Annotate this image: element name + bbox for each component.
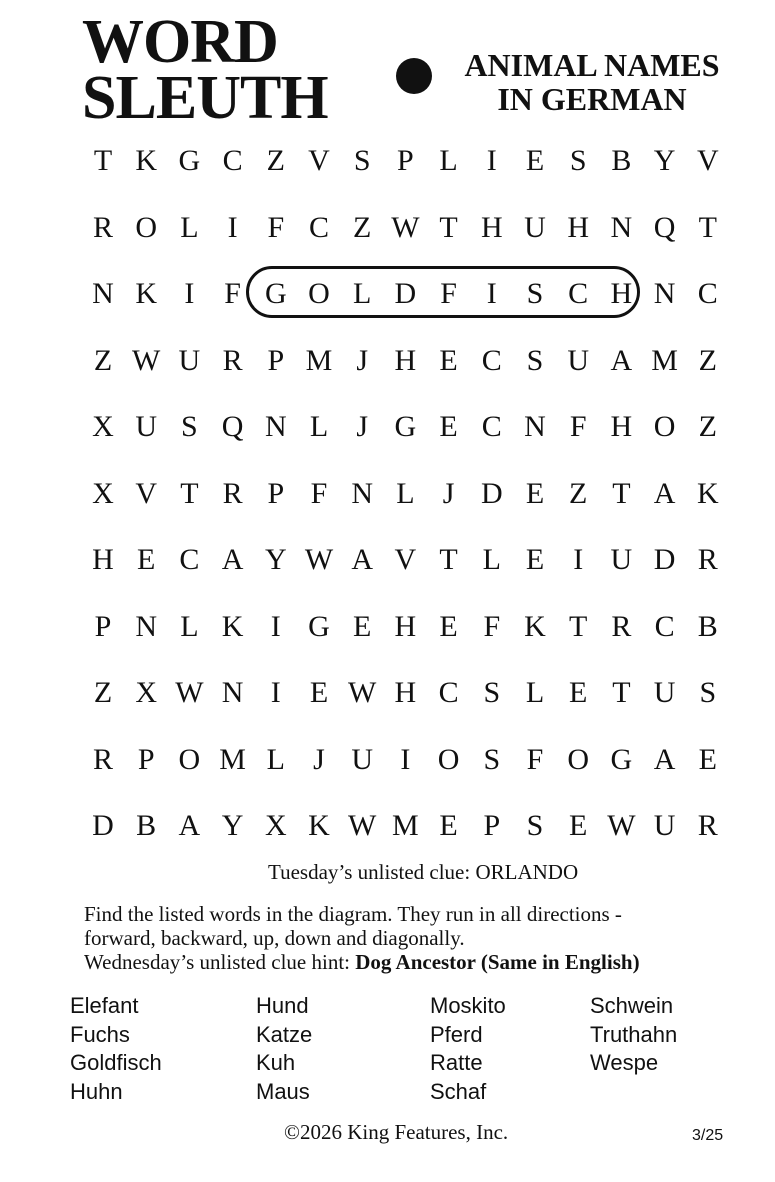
grid-letter[interactable]: I	[270, 676, 281, 709]
grid-letter[interactable]: G	[610, 742, 633, 776]
grid-letter[interactable]: W	[175, 676, 204, 709]
grid-letter[interactable]: N	[221, 676, 244, 709]
grid-letter[interactable]: Z	[93, 343, 113, 377]
word-list-item: Katze	[256, 1021, 313, 1047]
grid-letter[interactable]: D	[480, 476, 503, 510]
word-list-item: Schaf	[430, 1078, 487, 1104]
grid-letter[interactable]: T	[93, 144, 113, 177]
grid-letter[interactable]: R	[92, 742, 113, 776]
grid-letter[interactable]: R	[697, 809, 718, 842]
grid-letter[interactable]: N	[351, 476, 374, 510]
grid-letter[interactable]: B	[611, 144, 632, 177]
grid-letter[interactable]: V	[394, 543, 417, 576]
grid-letter[interactable]: W	[607, 809, 636, 842]
found-word-highlight	[246, 266, 640, 318]
grid-letter[interactable]: E	[137, 543, 156, 576]
grid-letter[interactable]: W	[348, 809, 377, 842]
grid-letter[interactable]: M	[651, 343, 678, 377]
grid-letter[interactable]: R	[697, 543, 718, 576]
grid-letter[interactable]: Z	[266, 144, 285, 177]
grid-letter[interactable]: E	[439, 609, 458, 643]
grid-letter[interactable]: L	[353, 277, 372, 310]
instructions	[84, 902, 744, 974]
grid-letter[interactable]: D	[394, 277, 417, 310]
grid-letter[interactable]: U	[653, 676, 676, 709]
grid-letter[interactable]: A	[610, 343, 633, 377]
grid-letter[interactable]: U	[351, 742, 374, 776]
grid-letter[interactable]: E	[439, 343, 458, 377]
grid-letter[interactable]: E	[698, 742, 717, 776]
grid-letter[interactable]: M	[392, 809, 419, 842]
title-line-2: SLEUTH	[82, 64, 328, 132]
word-list-column-4	[590, 992, 677, 1078]
grid-row	[82, 136, 722, 203]
grid-letter[interactable]: G	[308, 609, 330, 643]
grid-row	[82, 602, 722, 669]
grid-row	[82, 402, 722, 469]
grid-letter[interactable]: F	[224, 277, 241, 310]
grid-letter[interactable]: U	[653, 809, 676, 842]
grid-letter[interactable]: S	[483, 742, 501, 776]
grid-letter[interactable]: A	[351, 543, 374, 576]
grid-letter[interactable]: K	[135, 144, 158, 177]
grid-letter[interactable]: E	[525, 476, 545, 510]
grid-letter[interactable]: T	[180, 476, 199, 510]
grid-letter[interactable]: K	[524, 609, 546, 643]
grid-letter[interactable]: C	[179, 543, 200, 576]
grid-letter[interactable]: K	[135, 277, 158, 310]
grid-letter[interactable]: B	[136, 809, 157, 842]
instructions-line-1: Find the listed words in the diagram. They run in all directions -	[84, 902, 622, 926]
grid-letter[interactable]: U	[610, 543, 633, 576]
grid-letter[interactable]: H	[480, 210, 503, 244]
grid-letter[interactable]: E	[525, 543, 545, 576]
word-list-item: Wespe	[590, 1050, 659, 1075]
grid-letter[interactable]: E	[569, 809, 588, 842]
grid-letter[interactable]: B	[697, 609, 718, 643]
grid-letter[interactable]: X	[92, 476, 114, 510]
grid-letter[interactable]: J	[442, 476, 455, 510]
hint-line	[84, 950, 744, 974]
grid-letter[interactable]: I	[400, 742, 411, 776]
grid-letter[interactable]: X	[264, 809, 287, 842]
grid-letter[interactable]: W	[132, 343, 161, 377]
grid-letter[interactable]: I	[227, 210, 238, 244]
grid-letter[interactable]: L	[396, 476, 415, 510]
word-list-item: Moskito	[430, 993, 506, 1018]
grid-letter[interactable]: H	[567, 210, 590, 244]
word-list-item: Huhn	[70, 1078, 123, 1104]
grid-letter[interactable]: I	[270, 609, 281, 643]
grid-letter[interactable]: L	[439, 144, 458, 177]
grid-letter[interactable]: Z	[353, 210, 372, 244]
grid-letter[interactable]: N	[653, 277, 676, 310]
grid-letter[interactable]: F	[440, 277, 457, 310]
grid-letter[interactable]: N	[264, 410, 287, 443]
grid-letter[interactable]: G	[264, 277, 287, 310]
grid-letter[interactable]: R	[222, 343, 243, 377]
grid-letter[interactable]: W	[348, 676, 377, 709]
grid-row	[82, 801, 722, 868]
grid-letter[interactable]: S	[526, 809, 544, 842]
grid-letter[interactable]: S	[526, 277, 544, 310]
grid-letter[interactable]: L	[180, 210, 199, 244]
grid-letter[interactable]: N	[610, 210, 633, 244]
grid-letter[interactable]: E	[353, 609, 372, 643]
grid-letter[interactable]: F	[526, 742, 544, 776]
grid-letter[interactable]: T	[569, 609, 588, 643]
grid-row	[82, 203, 722, 270]
grid-letter[interactable]: I	[486, 144, 497, 177]
grid-letter[interactable]: F	[310, 476, 328, 510]
grid-letter[interactable]: E	[309, 676, 329, 709]
grid-letter[interactable]: O	[308, 277, 330, 310]
grid-letter[interactable]: K	[221, 609, 244, 643]
word-list-item: Schwein	[590, 993, 674, 1018]
grid-letter[interactable]: I	[184, 277, 195, 310]
grid-letter[interactable]: N	[135, 609, 158, 643]
grid-letter[interactable]: U	[135, 410, 158, 443]
grid-letter[interactable]: J	[356, 343, 369, 377]
grid-letter[interactable]: Y	[221, 809, 244, 842]
grid-letter[interactable]: T	[612, 476, 631, 510]
grid-letter[interactable]: K	[308, 809, 330, 842]
word-list-column-2	[256, 992, 312, 1106]
unlisted-clue: Tuesday’s unlisted clue: ORLANDO	[268, 860, 579, 884]
grid-row	[82, 535, 722, 602]
grid-letter[interactable]: I	[486, 277, 497, 310]
word-list-item: Hund	[256, 993, 309, 1018]
grid-letter[interactable]: L	[180, 609, 199, 643]
grid-letter[interactable]: E	[569, 676, 588, 709]
grid-letter[interactable]: U	[567, 343, 590, 377]
grid-letter[interactable]: R	[611, 609, 632, 643]
grid-letter[interactable]: H	[394, 343, 417, 377]
grid-letter[interactable]: W	[391, 210, 420, 244]
word-list-column-1	[70, 992, 162, 1106]
grid-letter[interactable]: U	[524, 210, 546, 244]
grid-letter[interactable]: C	[481, 410, 502, 443]
grid-letter[interactable]: L	[266, 742, 285, 776]
grid-row	[82, 735, 722, 802]
grid-letter[interactable]: S	[569, 144, 587, 177]
instructions-line-2: forward, backward, up, down and diagonally.	[84, 926, 465, 950]
grid-letter[interactable]: Z	[569, 476, 588, 510]
grid-letter[interactable]: H	[394, 609, 417, 643]
grid-letter[interactable]: L	[309, 410, 329, 443]
word-list-item: Fuchs	[70, 1021, 130, 1047]
grid-letter[interactable]: S	[181, 410, 198, 443]
grid-letter[interactable]: O	[437, 742, 460, 776]
grid-letter[interactable]: N	[524, 410, 546, 443]
word-list-item: Ratte	[430, 1050, 483, 1075]
grid-letter[interactable]: M	[219, 742, 246, 776]
grid-letter[interactable]: T	[698, 210, 717, 244]
word-list-item: Maus	[256, 1078, 310, 1104]
grid-letter[interactable]: H	[610, 277, 633, 310]
grid-letter[interactable]: Y	[653, 144, 676, 177]
grid-letter[interactable]: E	[439, 809, 458, 842]
grid-letter[interactable]: L	[482, 543, 501, 576]
grid-letter[interactable]: J	[313, 742, 325, 776]
grid-row	[82, 668, 722, 735]
grid-letter[interactable]: X	[92, 410, 114, 443]
grid-letter[interactable]: Y	[264, 543, 287, 576]
grid-letter[interactable]: S	[526, 343, 544, 377]
word-list-item: Goldfisch	[70, 1050, 162, 1075]
grid-letter[interactable]: F	[483, 609, 501, 643]
grid-letter[interactable]: O	[178, 742, 201, 776]
word-list-item: Elefant	[70, 993, 139, 1018]
grid-letter[interactable]: N	[92, 277, 114, 310]
title-line-1: WORD	[82, 8, 278, 76]
grid-letter[interactable]: H	[394, 676, 417, 709]
grid-letter[interactable]: T	[612, 676, 631, 709]
grid-letter[interactable]: A	[653, 476, 676, 510]
grid-letter[interactable]: V	[308, 144, 330, 177]
bullet-dot-icon	[396, 58, 432, 94]
grid-letter[interactable]: C	[222, 144, 243, 177]
grid-letter[interactable]: Q	[221, 410, 244, 443]
letter-grid[interactable]	[82, 136, 722, 868]
word-list-item: Truthahn	[590, 1021, 678, 1047]
theme-line-2: IN GERMAN	[497, 81, 687, 117]
grid-letter[interactable]: J	[356, 410, 369, 443]
grid-letter[interactable]: T	[439, 210, 458, 244]
grid-letter[interactable]: E	[439, 410, 458, 443]
grid-letter[interactable]: C	[654, 609, 675, 643]
grid-row	[82, 469, 722, 536]
grid-letter[interactable]: V	[135, 476, 158, 510]
grid-letter[interactable]: L	[525, 676, 545, 709]
grid-letter[interactable]: P	[267, 476, 285, 510]
grid-letter[interactable]: C	[481, 343, 502, 377]
puzzle-theme	[442, 48, 742, 116]
page-number: 3/25	[692, 1127, 724, 1144]
grid-letter[interactable]: H	[610, 410, 633, 443]
grid-letter[interactable]: K	[696, 476, 719, 510]
grid-letter[interactable]: O	[135, 210, 158, 244]
puzzle-title	[82, 8, 328, 132]
grid-letter[interactable]: P	[267, 343, 285, 377]
grid-letter[interactable]: P	[397, 144, 414, 177]
grid-letter[interactable]: H	[92, 543, 114, 576]
hint-value: Dog Ancestor (Same in English)	[355, 950, 640, 974]
grid-letter[interactable]: F	[267, 210, 285, 244]
grid-letter[interactable]: P	[137, 742, 155, 776]
grid-letter[interactable]: S	[699, 676, 717, 709]
grid-letter[interactable]: X	[135, 676, 158, 709]
grid-letter[interactable]: U	[178, 343, 201, 377]
grid-letter[interactable]: A	[178, 809, 201, 842]
grid-letter[interactable]: W	[304, 543, 334, 576]
grid-letter[interactable]: Z	[698, 410, 717, 443]
hint-label: Wednesday’s unlisted clue hint:	[84, 950, 356, 974]
grid-letter[interactable]: Q	[653, 210, 676, 244]
grid-letter[interactable]: C	[308, 210, 329, 244]
grid-letter[interactable]: S	[353, 144, 371, 177]
grid-letter[interactable]: E	[525, 144, 545, 177]
grid-letter[interactable]: V	[696, 144, 719, 177]
grid-letter[interactable]: G	[394, 410, 417, 443]
grid-letter[interactable]: O	[653, 410, 676, 443]
word-list-item: Kuh	[256, 1050, 296, 1075]
grid-letter[interactable]: S	[483, 676, 501, 709]
grid-letter[interactable]: C	[568, 277, 589, 310]
word-list-column-3	[430, 992, 506, 1106]
grid-letter[interactable]: R	[222, 476, 243, 510]
grid-letter[interactable]: A	[221, 543, 244, 576]
grid-letter[interactable]: C	[438, 676, 459, 709]
grid-letter[interactable]: F	[569, 410, 587, 443]
grid-letter[interactable]: Z	[698, 343, 717, 377]
word-list-item: Pferd	[430, 1021, 483, 1047]
grid-letter[interactable]: M	[305, 343, 333, 377]
grid-letter[interactable]: P	[94, 609, 112, 643]
grid-letter[interactable]: D	[92, 809, 114, 842]
grid-letter[interactable]: O	[567, 742, 590, 776]
grid-letter[interactable]: Z	[93, 676, 113, 709]
grid-letter[interactable]: P	[483, 809, 501, 842]
grid-letter[interactable]: T	[439, 543, 458, 576]
grid-letter[interactable]: A	[653, 742, 676, 776]
grid-letter[interactable]: C	[697, 277, 718, 310]
theme-line-1: ANIMAL NAMES	[464, 47, 720, 83]
grid-letter[interactable]: G	[178, 144, 201, 177]
copyright: ©2026 King Features, Inc.	[284, 1120, 509, 1144]
grid-letter[interactable]: I	[573, 543, 584, 576]
grid-letter[interactable]: R	[92, 210, 113, 244]
grid-row	[82, 336, 722, 403]
grid-letter[interactable]: D	[653, 543, 676, 576]
